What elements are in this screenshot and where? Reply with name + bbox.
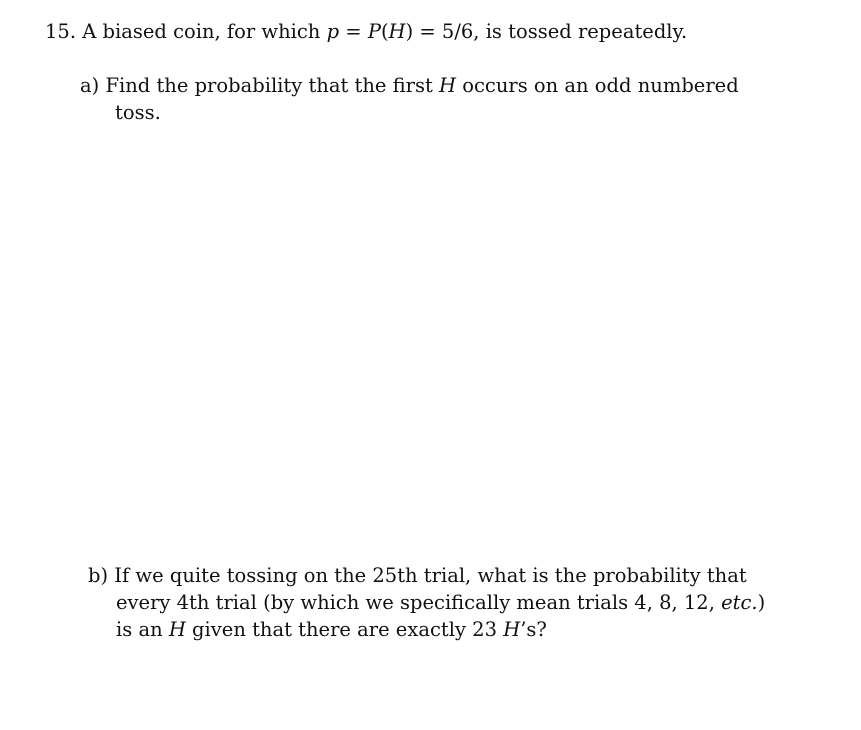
math-var-H: H <box>168 618 186 641</box>
part-b-text-2-end: ) <box>757 591 766 614</box>
etc-italic: etc. <box>721 591 758 614</box>
part-a-line-2: toss. <box>115 101 161 124</box>
part-b-label: b) <box>88 564 109 587</box>
part-a-label: a) <box>80 74 100 97</box>
math-var-H: H <box>503 618 521 641</box>
equals-sign: = <box>339 20 368 43</box>
part-b-text-3: is an <box>116 618 169 641</box>
problem-number: 15. <box>45 20 77 43</box>
part-b-line-2 <box>116 589 765 616</box>
math-var-H: H <box>439 74 457 97</box>
left-paren: ( <box>380 20 389 43</box>
part-b-text-3-mid: given that there are exactly 23 <box>185 618 504 641</box>
part-b-line-1 <box>88 562 747 589</box>
part-a-text: Find the probability that the first <box>105 74 440 97</box>
part-b-text-2: every 4th trial (by which we specifically mean trials 4, 8, 12, <box>116 591 722 614</box>
math-var-H: H <box>388 20 406 43</box>
part-a-text-end: occurs on an odd numbered <box>456 74 739 97</box>
statement-text-end: = 5/6, is tossed repeatedly. <box>413 20 688 43</box>
right-paren: ) <box>405 20 414 43</box>
part-b-text: If we quite tossing on the 25th trial, what is the probability that <box>114 564 747 587</box>
part-b-line-3 <box>116 616 547 643</box>
math-func-P: P <box>367 20 381 43</box>
problem-statement <box>45 18 687 45</box>
part-a-line-1 <box>80 72 739 99</box>
part-b-text-3-end: ’s? <box>520 618 547 641</box>
statement-text: A biased coin, for which <box>82 20 327 43</box>
math-var-p: p <box>326 20 340 43</box>
